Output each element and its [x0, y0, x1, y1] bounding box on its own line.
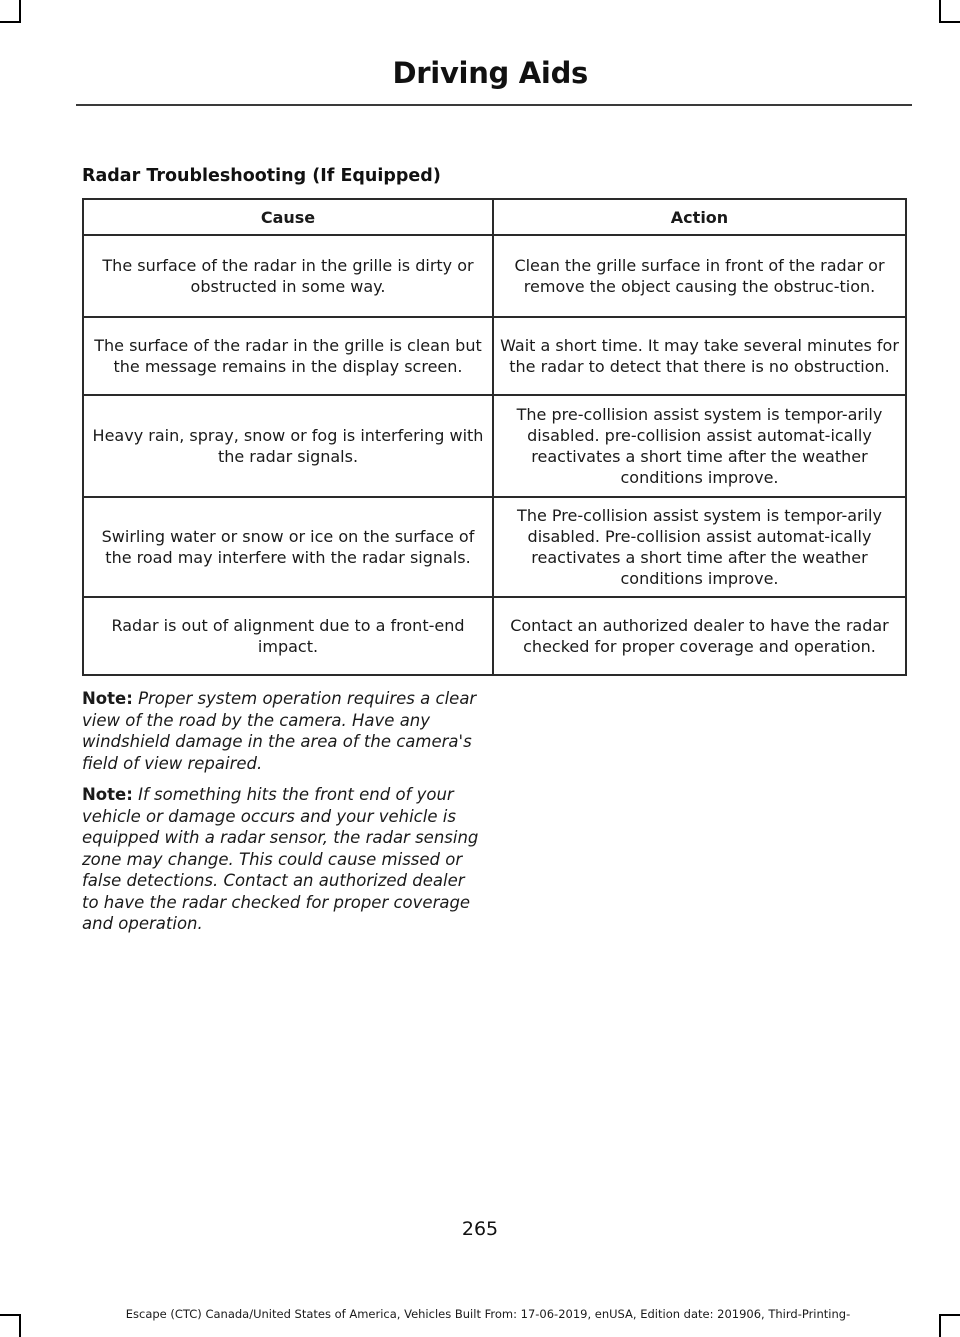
table-row [83, 597, 906, 675]
page-footer: Escape (CTC) Canada/United States of America, Vehicles Built From: 17-06-2019, enUSA, Edition date: 201906, Third-Printing- [125, 1307, 851, 1321]
table-row [83, 235, 906, 317]
note-radar-damage [82, 784, 482, 935]
troubleshooting-table [82, 198, 907, 676]
action-cell: The Pre-collision assist system is tempor-arily disabled. Pre-collision assist automat-ically reactivates a short time after the weather conditions improve. [493, 497, 906, 597]
crop-mark-top-right-h [939, 21, 960, 23]
cause-cell: The surface of the radar in the grille is clean but the message remains in the display screen. [83, 317, 493, 395]
note-camera-view [82, 688, 482, 774]
column-header-action: Action [493, 199, 906, 235]
cause-cell: Heavy rain, spray, snow or fog is interfering with the radar signals. [83, 395, 493, 497]
cause-cell: Radar is out of alignment due to a front-end impact. [83, 597, 493, 675]
crop-mark-top-right-v [939, 0, 941, 23]
page-number: 265 [461, 1218, 499, 1240]
cause-cell: Swirling water or snow or ice on the surface of the road may interfere with the radar signals. [83, 497, 493, 597]
header-divider [76, 104, 912, 106]
table-row [83, 395, 906, 497]
note-text: If something hits the front end of your vehicle or damage occurs and your vehicle is equipped with a radar sensor, the radar sensing zone may change. This could cause missed or false detections. Contact an authorized dealer to have the radar checked for proper coverage and operation. [82, 785, 479, 933]
crop-mark-top-left-h [0, 21, 21, 23]
section-title: Radar Troubleshooting (If Equipped) [82, 166, 441, 186]
column-header-cause: Cause [83, 199, 493, 235]
action-cell: The pre-collision assist system is tempor-arily disabled. pre-collision assist automat-ically reactivates a short time after the weather conditions improve. [493, 395, 906, 497]
page-header-title: Driving Aids [392, 56, 588, 90]
table-row [83, 497, 906, 597]
table-row [83, 317, 906, 395]
note-label: Note: [82, 785, 133, 804]
table-header-row [83, 199, 906, 235]
action-cell: Contact an authorized dealer to have the radar checked for proper coverage and operation. [493, 597, 906, 675]
cause-cell: The surface of the radar in the grille is dirty or obstructed in some way. [83, 235, 493, 317]
note-label: Note: [82, 689, 133, 708]
action-cell: Wait a short time. It may take several minutes for the radar to detect that there is no obstruction. [493, 317, 906, 395]
note-text: Proper system operation requires a clear view of the road by the camera. Have any windshield damage in the area of the camera's field of view repaired. [82, 689, 477, 773]
action-cell: Clean the grille surface in front of the radar or remove the object causing the obstruc-tion. [493, 235, 906, 317]
crop-mark-top-left-v [19, 0, 21, 23]
